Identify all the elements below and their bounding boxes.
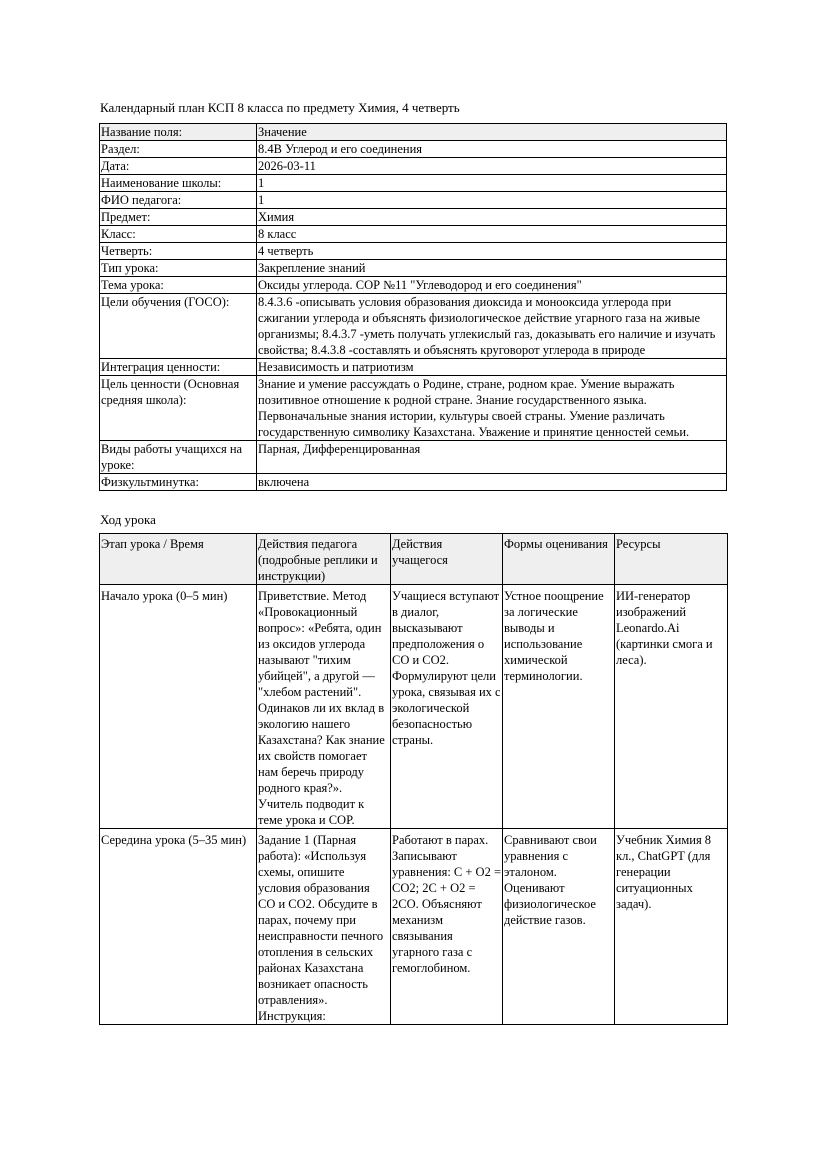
row-key: Предмет: [100,209,257,226]
teacher-actions-cell: Приветствие. Метод «Провокационный вопрос»: «Ребята, один из оксидов углерода называют "тихим убийцей", а другой — "хлебом растений". Одинаков ли их вклад в экологию нашего Казахстана? Как знание их свойств помогает нам беречь природу родного края?». Учитель подводит к теме урока и СОР. [257,585,391,829]
header-resources: Ресурсы [615,534,728,585]
row-value: Независимость и патриотизм [257,359,727,376]
row-key: Цель ценности (Основная средняя школа): [100,376,257,441]
row-key: Четверть: [100,243,257,260]
teacher-actions-cell: Задание 1 (Парная работа): «Используя схемы, опишите условия образования СО и СО2. Обсудите в парах, почему при неисправности печного отопления в сельских районах Казахстана возникает опасность отравления». Инструкция: [257,829,391,1025]
row-key: Интеграция ценности: [100,359,257,376]
row-value: 1 [257,175,727,192]
row-key: Дата: [100,158,257,175]
header-assessment: Формы оценивания [503,534,615,585]
header-teacher: Действия педагога (подробные реплики и инструкции) [257,534,391,585]
table-row [100,829,728,1025]
row-key: Раздел: [100,141,257,158]
resources-cell: Учебник Химия 8 кл., ChatGPT (для генерации ситуационных задач). [615,829,728,1025]
lesson-flow-heading: Ход урока [100,512,156,527]
header-value: Значение [257,124,727,141]
lesson-flow-table [99,533,728,1025]
row-value: Парная, Дифференцированная [257,441,727,474]
student-actions-cell: Учащиеся вступают в диалог, высказывают предположения о СО и СО2. Формулируют цели урока, связывая их с экологической безопасностью страны. [391,585,503,829]
row-key: ФИО педагога: [100,192,257,209]
row-value: Химия [257,209,727,226]
row-key: Тип урока: [100,260,257,277]
row-value: 4 четверть [257,243,727,260]
resources-cell: ИИ-генератор изображений Leonardo.Ai (картинки смога и леса). [615,585,728,829]
row-value: Закрепление знаний [257,260,727,277]
row-value: 8.4.3.6 -описывать условия образования диоксида и монооксида углерода при сжигании углерода и объяснять физиологическое действие угарного газа на живые организмы; 8.4.3.7 -уметь получать углекислый газ, доказывать его наличие и изучать свойства; 8.4.3.8 -составлять и объяснять круговорот углерода в природе [257,294,727,359]
row-key: Цели обучения (ГОСО): [100,294,257,359]
stage-cell: Середина урока (5–35 мин) [100,829,257,1025]
row-value: 1 [257,192,727,209]
student-actions-cell: Работают в парах. Записывают уравнения: С + О2 = СО2; 2С + О2 = 2СО. Объясняют механизм связывания угарного газа с гемоглобином. [391,829,503,1025]
header-stage: Этап урока / Время [100,534,257,585]
row-value: Знание и умение рассуждать о Родине, стране, родном крае. Умение выражать позитивное отношение к родной стране. Знание государственного языка. Первоначальные знания истории, культуры своей страны. Умение различать государственную символику Казахстана. Уважение и принятие ценностей семьи. [257,376,727,441]
assessment-cell: Сравнивают свои уравнения с эталоном. Оценивают физиологическое действие газов. [503,829,615,1025]
header-student: Действия учащегося [391,534,503,585]
row-key: Физкультминутка: [100,474,257,491]
row-key: Виды работы учащихся на уроке: [100,441,257,474]
table-row [100,585,728,829]
row-value: 2026-03-11 [257,158,727,175]
header-key: Название поля: [100,124,257,141]
row-key: Тема урока: [100,277,257,294]
row-key: Наименование школы: [100,175,257,192]
page-title: Календарный план КСП 8 класса по предмету Химия, 4 четверть [100,100,460,115]
row-value: включена [257,474,727,491]
assessment-cell: Устное поощрение за логические выводы и использование химической терминологии. [503,585,615,829]
row-value: Оксиды углерода. СОР №11 "Углеводород и его соединения" [257,277,727,294]
row-value: 8.4В Углерод и его соединения [257,141,727,158]
stage-cell: Начало урока (0–5 мин) [100,585,257,829]
table-header-row [100,534,728,585]
row-value: 8 класс [257,226,727,243]
row-key: Класс: [100,226,257,243]
